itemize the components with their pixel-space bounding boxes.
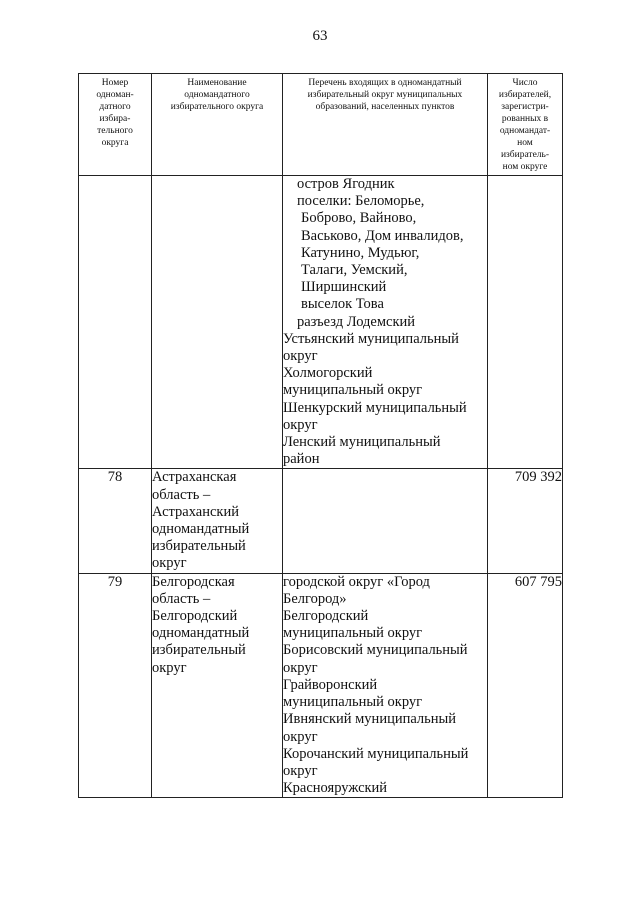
municipalities-list [283, 573, 488, 798]
header-line: ном округе [502, 162, 548, 172]
district-name-line: одномандатный [152, 521, 250, 538]
municipality-item: округ [283, 416, 318, 433]
municipality-item: округ [283, 728, 318, 745]
municipality-item: Корочанский муниципальный [283, 745, 469, 762]
header-line: одномандат- [499, 126, 551, 136]
municipality-item: поселки: Беломорье, [297, 193, 425, 210]
district-name-line: одномандатный [152, 625, 250, 642]
municipality-item: район [283, 451, 320, 468]
header-line: зарегистри- [501, 102, 549, 112]
municipality-item: Талаги, Уемский, [301, 262, 408, 279]
municipality-item: Васьково, Дом инвалидов, [301, 227, 464, 244]
district-name-line: избирательный [152, 642, 246, 659]
header-line: тельного [97, 126, 133, 136]
table-row [79, 573, 563, 798]
district-name-line: Белгородский [152, 608, 238, 625]
district-name-line: область – [152, 486, 211, 503]
header-line: избирателей, [498, 90, 552, 100]
municipality-item: округ [283, 762, 318, 779]
header-line: избирательный округ муниципальных [307, 90, 463, 100]
district-name-line: Белгородская [152, 573, 235, 590]
municipality-item: Краснояружский [283, 780, 388, 797]
municipalities-list [283, 469, 488, 573]
header-line: избира- [99, 114, 131, 124]
header-line: одноман- [96, 90, 134, 100]
district-name-line: округ [152, 659, 187, 676]
district-number: 79 [79, 573, 152, 798]
header-line: округа [101, 138, 129, 148]
municipality-item: муниципальный округ [283, 694, 423, 711]
municipality-item: муниципальный округ [283, 382, 423, 399]
municipality-item: разъезд Лодемский [297, 313, 416, 330]
table-row [79, 469, 563, 573]
header-line: Число [512, 78, 538, 88]
header-line: ном [517, 138, 533, 148]
district-number: 78 [79, 469, 152, 573]
header-line: Наименование [187, 78, 247, 88]
district-name-line: округ [152, 555, 187, 572]
header-district-name [152, 74, 283, 176]
voters-count [488, 176, 563, 469]
header-district-number [79, 74, 152, 176]
municipality-item: Белгородский [283, 608, 369, 625]
district-name [152, 469, 283, 573]
municipality-item: округ [283, 659, 318, 676]
header-line: образований, населенных пунктов [315, 102, 455, 112]
header-line: Перечень входящих в одномандатный [308, 78, 462, 88]
municipality-item: Ленский муниципальный [283, 434, 441, 451]
district-name-line: избирательный [152, 538, 246, 555]
districts-table [78, 73, 563, 798]
municipalities-list [283, 176, 488, 469]
header-line: одномандатного [184, 90, 250, 100]
municipality-item: округ [283, 348, 318, 365]
header-line: избирательного округа [170, 102, 264, 112]
municipality-item: Ивнянский муниципальный [283, 711, 457, 728]
municipality-item: Устьянский муниципальный [283, 330, 459, 347]
municipality-item: Белгород» [283, 590, 347, 607]
header-line: рованных в [501, 114, 549, 124]
municipality-item: Борисовский муниципальный [283, 642, 468, 659]
voters-count: 709 392 [488, 469, 563, 573]
district-name-line: Астраханская [152, 469, 237, 486]
table-row [79, 176, 563, 469]
municipality-item: остров Ягодник [297, 176, 395, 192]
municipality-item: городской округ «Город [283, 573, 430, 590]
district-name-line: область – [152, 590, 211, 607]
district-name-line: Астраханский [152, 503, 239, 520]
municipality-item: Катунино, Мудьюг, [301, 244, 420, 261]
voters-count: 607 795 [488, 573, 563, 798]
municipality-item: Ширшинский [301, 279, 387, 296]
municipality-item: Грайворонский [283, 676, 378, 693]
header-row [79, 74, 563, 176]
table-body [79, 176, 563, 798]
municipality-item: Холмогорский [283, 365, 373, 382]
municipality-item: Боброво, Вайново, [301, 210, 417, 227]
district-number [79, 176, 152, 469]
header-line: датного [99, 102, 131, 112]
municipality-item: Шенкурский муниципальный [283, 399, 467, 416]
header-line: избиратель- [500, 150, 550, 160]
district-name [152, 176, 283, 469]
header-municipalities [283, 74, 488, 176]
header-line: Номер [101, 78, 129, 88]
header-voters-count [488, 74, 563, 176]
municipality-item: муниципальный округ [283, 625, 423, 642]
municipality-item: выселок Това [301, 296, 384, 313]
district-name [152, 573, 283, 798]
page-number: 63 [312, 28, 328, 44]
